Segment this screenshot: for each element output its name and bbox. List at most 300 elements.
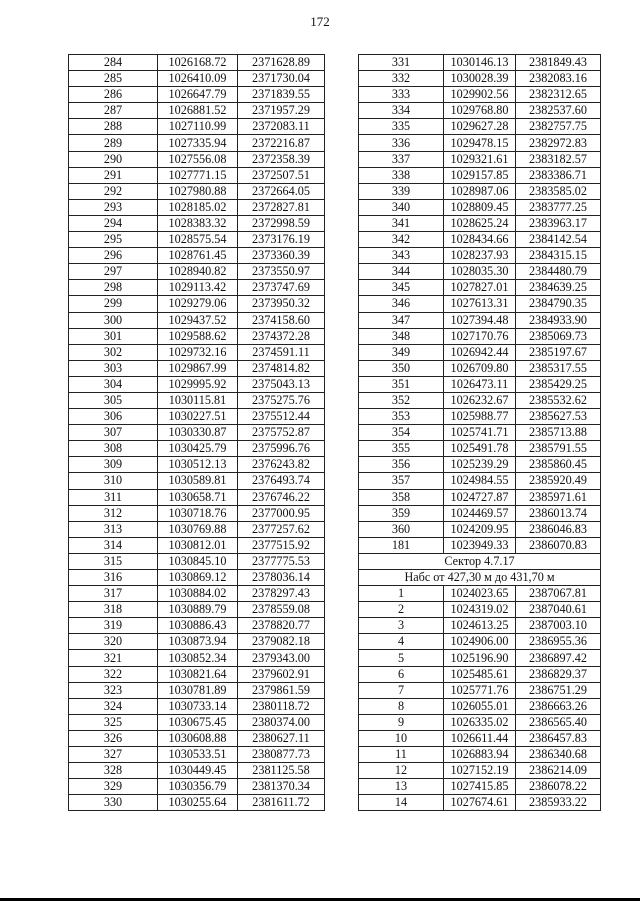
point-number-cell: 10 <box>359 730 444 746</box>
table-row <box>359 779 601 795</box>
table-row <box>69 103 325 119</box>
point-number-cell: 318 <box>69 602 158 618</box>
table-row <box>359 730 601 746</box>
table-row <box>69 280 325 296</box>
table-row <box>69 167 325 183</box>
y-coordinate-cell: 2372998.59 <box>238 215 325 231</box>
y-coordinate-cell: 2375996.76 <box>238 441 325 457</box>
point-number-cell: 311 <box>69 489 158 505</box>
table-row <box>69 795 325 811</box>
x-coordinate-cell: 1030449.45 <box>158 763 238 779</box>
sector-title: Сектор 4.7.17 <box>359 553 601 569</box>
x-coordinate-cell: 1030845.10 <box>158 553 238 569</box>
y-coordinate-cell: 2380627.11 <box>238 730 325 746</box>
point-number-cell: 309 <box>69 457 158 473</box>
y-coordinate-cell: 2386565.40 <box>516 714 601 730</box>
table-row <box>69 586 325 602</box>
table-row <box>359 71 601 87</box>
x-coordinate-cell: 1025741.71 <box>444 425 516 441</box>
y-coordinate-cell: 2387003.10 <box>516 618 601 634</box>
x-coordinate-cell: 1030718.76 <box>158 505 238 521</box>
table-row <box>69 135 325 151</box>
point-number-cell: 300 <box>69 312 158 328</box>
x-coordinate-cell: 1027556.08 <box>158 151 238 167</box>
x-coordinate-cell: 1026055.01 <box>444 698 516 714</box>
table-row <box>359 409 601 425</box>
page-number: 172 <box>310 14 330 29</box>
y-coordinate-cell: 2374158.60 <box>238 312 325 328</box>
x-coordinate-cell: 1030873.94 <box>158 634 238 650</box>
point-number-cell: 310 <box>69 473 158 489</box>
point-number-cell: 360 <box>359 521 444 537</box>
point-number-cell: 304 <box>69 376 158 392</box>
x-coordinate-cell: 1027170.76 <box>444 328 516 344</box>
y-coordinate-cell: 2386013.74 <box>516 505 601 521</box>
y-coordinate-cell: 2384315.15 <box>516 248 601 264</box>
y-coordinate-cell: 2380877.73 <box>238 747 325 763</box>
table-row <box>359 103 601 119</box>
y-coordinate-cell: 2382312.65 <box>516 87 601 103</box>
table-row <box>69 409 325 425</box>
point-number-cell: 324 <box>69 698 158 714</box>
point-number-cell: 2 <box>359 602 444 618</box>
x-coordinate-cell: 1029279.06 <box>158 296 238 312</box>
y-coordinate-cell: 2382757.75 <box>516 119 601 135</box>
y-coordinate-cell: 2382972.83 <box>516 135 601 151</box>
y-coordinate-cell: 2386829.37 <box>516 666 601 682</box>
point-number-cell: 336 <box>359 135 444 151</box>
x-coordinate-cell: 1030884.02 <box>158 586 238 602</box>
y-coordinate-cell: 2381849.43 <box>516 55 601 71</box>
x-coordinate-cell: 1030675.45 <box>158 714 238 730</box>
y-coordinate-cell: 2375752.87 <box>238 425 325 441</box>
table-row <box>69 296 325 312</box>
x-coordinate-cell: 1024319.02 <box>444 602 516 618</box>
point-number-cell: 343 <box>359 248 444 264</box>
point-number-cell: 349 <box>359 344 444 360</box>
table-row <box>359 183 601 199</box>
point-number-cell: 328 <box>69 763 158 779</box>
x-coordinate-cell: 1029478.15 <box>444 135 516 151</box>
table-row <box>69 650 325 666</box>
y-coordinate-cell: 2381125.58 <box>238 763 325 779</box>
point-number-cell: 354 <box>359 425 444 441</box>
point-number-cell: 11 <box>359 747 444 763</box>
x-coordinate-cell: 1026883.94 <box>444 747 516 763</box>
table-row <box>359 312 601 328</box>
table-row <box>359 328 601 344</box>
table-row <box>69 425 325 441</box>
y-coordinate-cell: 2373176.19 <box>238 232 325 248</box>
coordinates-table-left <box>68 54 325 811</box>
table-row <box>69 473 325 489</box>
y-coordinate-cell: 2375275.76 <box>238 392 325 408</box>
y-coordinate-cell: 2378036.14 <box>238 570 325 586</box>
point-number-cell: 3 <box>359 618 444 634</box>
x-coordinate-cell: 1025485.61 <box>444 666 516 682</box>
point-number-cell: 321 <box>69 650 158 666</box>
y-coordinate-cell: 2374814.82 <box>238 360 325 376</box>
table-row <box>69 537 325 553</box>
table-row <box>69 714 325 730</box>
point-number-cell: 287 <box>69 103 158 119</box>
coordinates-table-right <box>358 54 601 811</box>
y-coordinate-cell: 2387040.61 <box>516 602 601 618</box>
point-number-cell: 7 <box>359 682 444 698</box>
point-number-cell: 350 <box>359 360 444 376</box>
x-coordinate-cell: 1029321.61 <box>444 151 516 167</box>
table-row <box>359 280 601 296</box>
x-coordinate-cell: 1029588.62 <box>158 328 238 344</box>
table-row <box>359 425 601 441</box>
table-row <box>69 698 325 714</box>
x-coordinate-cell: 1029867.99 <box>158 360 238 376</box>
x-coordinate-cell: 1029113.42 <box>158 280 238 296</box>
table-row <box>359 441 601 457</box>
table-row <box>359 457 601 473</box>
y-coordinate-cell: 2375512.44 <box>238 409 325 425</box>
table-row <box>69 71 325 87</box>
point-number-cell: 346 <box>359 296 444 312</box>
x-coordinate-cell: 1027415.85 <box>444 779 516 795</box>
table-row <box>359 199 601 215</box>
x-coordinate-cell: 1028575.54 <box>158 232 238 248</box>
x-coordinate-cell: 1030146.13 <box>444 55 516 71</box>
point-number-cell: 306 <box>69 409 158 425</box>
sector-title-row <box>359 553 601 569</box>
x-coordinate-cell: 1026410.09 <box>158 71 238 87</box>
table-row <box>69 360 325 376</box>
point-number-cell: 305 <box>69 392 158 408</box>
x-coordinate-cell: 1027674.61 <box>444 795 516 811</box>
point-number-cell: 4 <box>359 634 444 650</box>
table-row <box>69 489 325 505</box>
point-number-cell: 358 <box>359 489 444 505</box>
table-row <box>359 602 601 618</box>
table-row <box>359 344 601 360</box>
y-coordinate-cell: 2379602.91 <box>238 666 325 682</box>
x-coordinate-cell: 1030658.71 <box>158 489 238 505</box>
point-number-cell: 314 <box>69 537 158 553</box>
x-coordinate-cell: 1028987.06 <box>444 183 516 199</box>
x-coordinate-cell: 1030821.64 <box>158 666 238 682</box>
point-number-cell: 333 <box>359 87 444 103</box>
x-coordinate-cell: 1027980.88 <box>158 183 238 199</box>
table-row <box>359 521 601 537</box>
table-row <box>359 135 601 151</box>
y-coordinate-cell: 2377257.62 <box>238 521 325 537</box>
x-coordinate-cell: 1028809.45 <box>444 199 516 215</box>
x-coordinate-cell: 1025196.90 <box>444 650 516 666</box>
x-coordinate-cell: 1030330.87 <box>158 425 238 441</box>
point-number-cell: 289 <box>69 135 158 151</box>
table-row <box>69 602 325 618</box>
table-row <box>359 264 601 280</box>
y-coordinate-cell: 2384142.54 <box>516 232 601 248</box>
y-coordinate-cell: 2383386.71 <box>516 167 601 183</box>
point-number-cell: 285 <box>69 71 158 87</box>
point-number-cell: 339 <box>359 183 444 199</box>
x-coordinate-cell: 1028940.82 <box>158 264 238 280</box>
point-number-cell: 348 <box>359 328 444 344</box>
point-number-cell: 297 <box>69 264 158 280</box>
x-coordinate-cell: 1029995.92 <box>158 376 238 392</box>
table-row <box>359 215 601 231</box>
x-coordinate-cell: 1027152.19 <box>444 763 516 779</box>
table-row <box>359 795 601 811</box>
y-coordinate-cell: 2383182.57 <box>516 151 601 167</box>
y-coordinate-cell: 2386897.42 <box>516 650 601 666</box>
table-row <box>359 698 601 714</box>
x-coordinate-cell: 1028383.32 <box>158 215 238 231</box>
sector-subtitle-row <box>359 570 601 586</box>
table-row <box>359 489 601 505</box>
point-number-cell: 352 <box>359 392 444 408</box>
coordinates-table-right-body-bottom <box>359 586 601 811</box>
y-coordinate-cell: 2386046.83 <box>516 521 601 537</box>
y-coordinate-cell: 2378559.08 <box>238 602 325 618</box>
point-number-cell: 335 <box>359 119 444 135</box>
y-coordinate-cell: 2386340.68 <box>516 747 601 763</box>
point-number-cell: 298 <box>69 280 158 296</box>
table-row <box>69 55 325 71</box>
table-row <box>69 553 325 569</box>
y-coordinate-cell: 2387067.81 <box>516 586 601 602</box>
point-number-cell: 13 <box>359 779 444 795</box>
y-coordinate-cell: 2386663.26 <box>516 698 601 714</box>
point-number-cell: 308 <box>69 441 158 457</box>
sector-subtitle: Набс от 427,30 м до 431,70 м <box>359 570 601 586</box>
table-row <box>359 763 601 779</box>
y-coordinate-cell: 2385933.22 <box>516 795 601 811</box>
y-coordinate-cell: 2381611.72 <box>238 795 325 811</box>
point-number-cell: 317 <box>69 586 158 602</box>
x-coordinate-cell: 1029902.56 <box>444 87 516 103</box>
y-coordinate-cell: 2372083.11 <box>238 119 325 135</box>
point-number-cell: 351 <box>359 376 444 392</box>
table-row <box>359 650 601 666</box>
point-number-cell: 291 <box>69 167 158 183</box>
table-row <box>69 618 325 634</box>
x-coordinate-cell: 1026168.72 <box>158 55 238 71</box>
table-row <box>359 392 601 408</box>
x-coordinate-cell: 1030781.89 <box>158 682 238 698</box>
table-row <box>359 248 601 264</box>
x-coordinate-cell: 1027771.15 <box>158 167 238 183</box>
x-coordinate-cell: 1030356.79 <box>158 779 238 795</box>
table-row <box>69 457 325 473</box>
table-row <box>359 634 601 650</box>
table-row <box>359 586 601 602</box>
x-coordinate-cell: 1030028.39 <box>444 71 516 87</box>
table-row <box>359 232 601 248</box>
table-row <box>69 441 325 457</box>
x-coordinate-cell: 1029627.28 <box>444 119 516 135</box>
table-row <box>69 151 325 167</box>
x-coordinate-cell: 1024613.25 <box>444 618 516 634</box>
y-coordinate-cell: 2383963.17 <box>516 215 601 231</box>
table-row <box>69 666 325 682</box>
y-coordinate-cell: 2383585.02 <box>516 183 601 199</box>
table-row <box>359 473 601 489</box>
y-coordinate-cell: 2379082.18 <box>238 634 325 650</box>
y-coordinate-cell: 2386457.83 <box>516 730 601 746</box>
point-number-cell: 345 <box>359 280 444 296</box>
point-number-cell: 334 <box>359 103 444 119</box>
y-coordinate-cell: 2376493.74 <box>238 473 325 489</box>
x-coordinate-cell: 1030889.79 <box>158 602 238 618</box>
x-coordinate-cell: 1026881.52 <box>158 103 238 119</box>
table-row <box>69 248 325 264</box>
x-coordinate-cell: 1024906.00 <box>444 634 516 650</box>
y-coordinate-cell: 2386214.09 <box>516 763 601 779</box>
point-number-cell: 355 <box>359 441 444 457</box>
x-coordinate-cell: 1030769.88 <box>158 521 238 537</box>
table-row <box>359 55 601 71</box>
y-coordinate-cell: 2379343.00 <box>238 650 325 666</box>
point-number-cell: 316 <box>69 570 158 586</box>
table-row <box>69 215 325 231</box>
point-number-cell: 327 <box>69 747 158 763</box>
table-row <box>69 682 325 698</box>
y-coordinate-cell: 2372358.39 <box>238 151 325 167</box>
table-row <box>359 87 601 103</box>
point-number-cell: 353 <box>359 409 444 425</box>
x-coordinate-cell: 1030512.13 <box>158 457 238 473</box>
table-row <box>69 119 325 135</box>
y-coordinate-cell: 2383777.25 <box>516 199 601 215</box>
x-coordinate-cell: 1030812.01 <box>158 537 238 553</box>
x-coordinate-cell: 1029437.52 <box>158 312 238 328</box>
point-number-cell: 313 <box>69 521 158 537</box>
x-coordinate-cell: 1030733.14 <box>158 698 238 714</box>
x-coordinate-cell: 1028434.66 <box>444 232 516 248</box>
x-coordinate-cell: 1029157.85 <box>444 167 516 183</box>
y-coordinate-cell: 2374372.28 <box>238 328 325 344</box>
x-coordinate-cell: 1024209.95 <box>444 521 516 537</box>
point-number-cell: 288 <box>69 119 158 135</box>
point-number-cell: 295 <box>69 232 158 248</box>
sector-header <box>359 553 601 585</box>
point-number-cell: 8 <box>359 698 444 714</box>
point-number-cell: 322 <box>69 666 158 682</box>
table-row <box>69 570 325 586</box>
y-coordinate-cell: 2373360.39 <box>238 248 325 264</box>
y-coordinate-cell: 2386955.36 <box>516 634 601 650</box>
y-coordinate-cell: 2372827.81 <box>238 199 325 215</box>
point-number-cell: 9 <box>359 714 444 730</box>
point-number-cell: 338 <box>359 167 444 183</box>
point-number-cell: 294 <box>69 215 158 231</box>
point-number-cell: 12 <box>359 763 444 779</box>
x-coordinate-cell: 1024469.57 <box>444 505 516 521</box>
x-coordinate-cell: 1024727.87 <box>444 489 516 505</box>
x-coordinate-cell: 1026611.44 <box>444 730 516 746</box>
x-coordinate-cell: 1026942.44 <box>444 344 516 360</box>
table-row <box>69 264 325 280</box>
table-row <box>69 376 325 392</box>
y-coordinate-cell: 2382083.16 <box>516 71 601 87</box>
y-coordinate-cell: 2371628.89 <box>238 55 325 71</box>
coordinates-table-left-body <box>69 55 325 811</box>
y-coordinate-cell: 2384790.35 <box>516 296 601 312</box>
point-number-cell: 293 <box>69 199 158 215</box>
x-coordinate-cell: 1027613.31 <box>444 296 516 312</box>
table-row <box>359 682 601 698</box>
table-row <box>69 328 325 344</box>
y-coordinate-cell: 2384933.90 <box>516 312 601 328</box>
y-coordinate-cell: 2384639.25 <box>516 280 601 296</box>
y-coordinate-cell: 2385860.45 <box>516 457 601 473</box>
y-coordinate-cell: 2371957.29 <box>238 103 325 119</box>
point-number-cell: 337 <box>359 151 444 167</box>
x-coordinate-cell: 1030255.64 <box>158 795 238 811</box>
x-coordinate-cell: 1030425.79 <box>158 441 238 457</box>
y-coordinate-cell: 2377515.92 <box>238 537 325 553</box>
table-row <box>69 521 325 537</box>
point-number-cell: 323 <box>69 682 158 698</box>
y-coordinate-cell: 2385627.53 <box>516 409 601 425</box>
table-row <box>359 151 601 167</box>
point-number-cell: 340 <box>359 199 444 215</box>
x-coordinate-cell: 1027110.99 <box>158 119 238 135</box>
x-coordinate-cell: 1027335.94 <box>158 135 238 151</box>
table-row <box>359 666 601 682</box>
y-coordinate-cell: 2380374.00 <box>238 714 325 730</box>
table-row <box>69 505 325 521</box>
table-row <box>359 618 601 634</box>
point-number-cell: 301 <box>69 328 158 344</box>
y-coordinate-cell: 2379861.59 <box>238 682 325 698</box>
point-number-cell: 331 <box>359 55 444 71</box>
y-coordinate-cell: 2371730.04 <box>238 71 325 87</box>
x-coordinate-cell: 1023949.33 <box>444 537 516 553</box>
y-coordinate-cell: 2378297.43 <box>238 586 325 602</box>
x-coordinate-cell: 1029768.80 <box>444 103 516 119</box>
y-coordinate-cell: 2385713.88 <box>516 425 601 441</box>
y-coordinate-cell: 2377000.95 <box>238 505 325 521</box>
table-row <box>359 537 601 553</box>
y-coordinate-cell: 2385429.25 <box>516 376 601 392</box>
x-coordinate-cell: 1025988.77 <box>444 409 516 425</box>
x-coordinate-cell: 1026647.79 <box>158 87 238 103</box>
point-number-cell: 296 <box>69 248 158 264</box>
x-coordinate-cell: 1025239.29 <box>444 457 516 473</box>
point-number-cell: 307 <box>69 425 158 441</box>
y-coordinate-cell: 2376746.22 <box>238 489 325 505</box>
point-number-cell: 299 <box>69 296 158 312</box>
y-coordinate-cell: 2385791.55 <box>516 441 601 457</box>
point-number-cell: 286 <box>69 87 158 103</box>
point-number-cell: 342 <box>359 232 444 248</box>
point-number-cell: 359 <box>359 505 444 521</box>
point-number-cell: 329 <box>69 779 158 795</box>
table-row <box>69 747 325 763</box>
point-number-cell: 357 <box>359 473 444 489</box>
point-number-cell: 344 <box>359 264 444 280</box>
y-coordinate-cell: 2372507.51 <box>238 167 325 183</box>
point-number-cell: 341 <box>359 215 444 231</box>
point-number-cell: 303 <box>69 360 158 376</box>
table-row <box>359 119 601 135</box>
coordinates-table-right-body-top <box>359 55 601 554</box>
y-coordinate-cell: 2375043.13 <box>238 376 325 392</box>
point-number-cell: 332 <box>359 71 444 87</box>
x-coordinate-cell: 1026335.02 <box>444 714 516 730</box>
x-coordinate-cell: 1028035.30 <box>444 264 516 280</box>
x-coordinate-cell: 1030227.51 <box>158 409 238 425</box>
table-row <box>359 376 601 392</box>
